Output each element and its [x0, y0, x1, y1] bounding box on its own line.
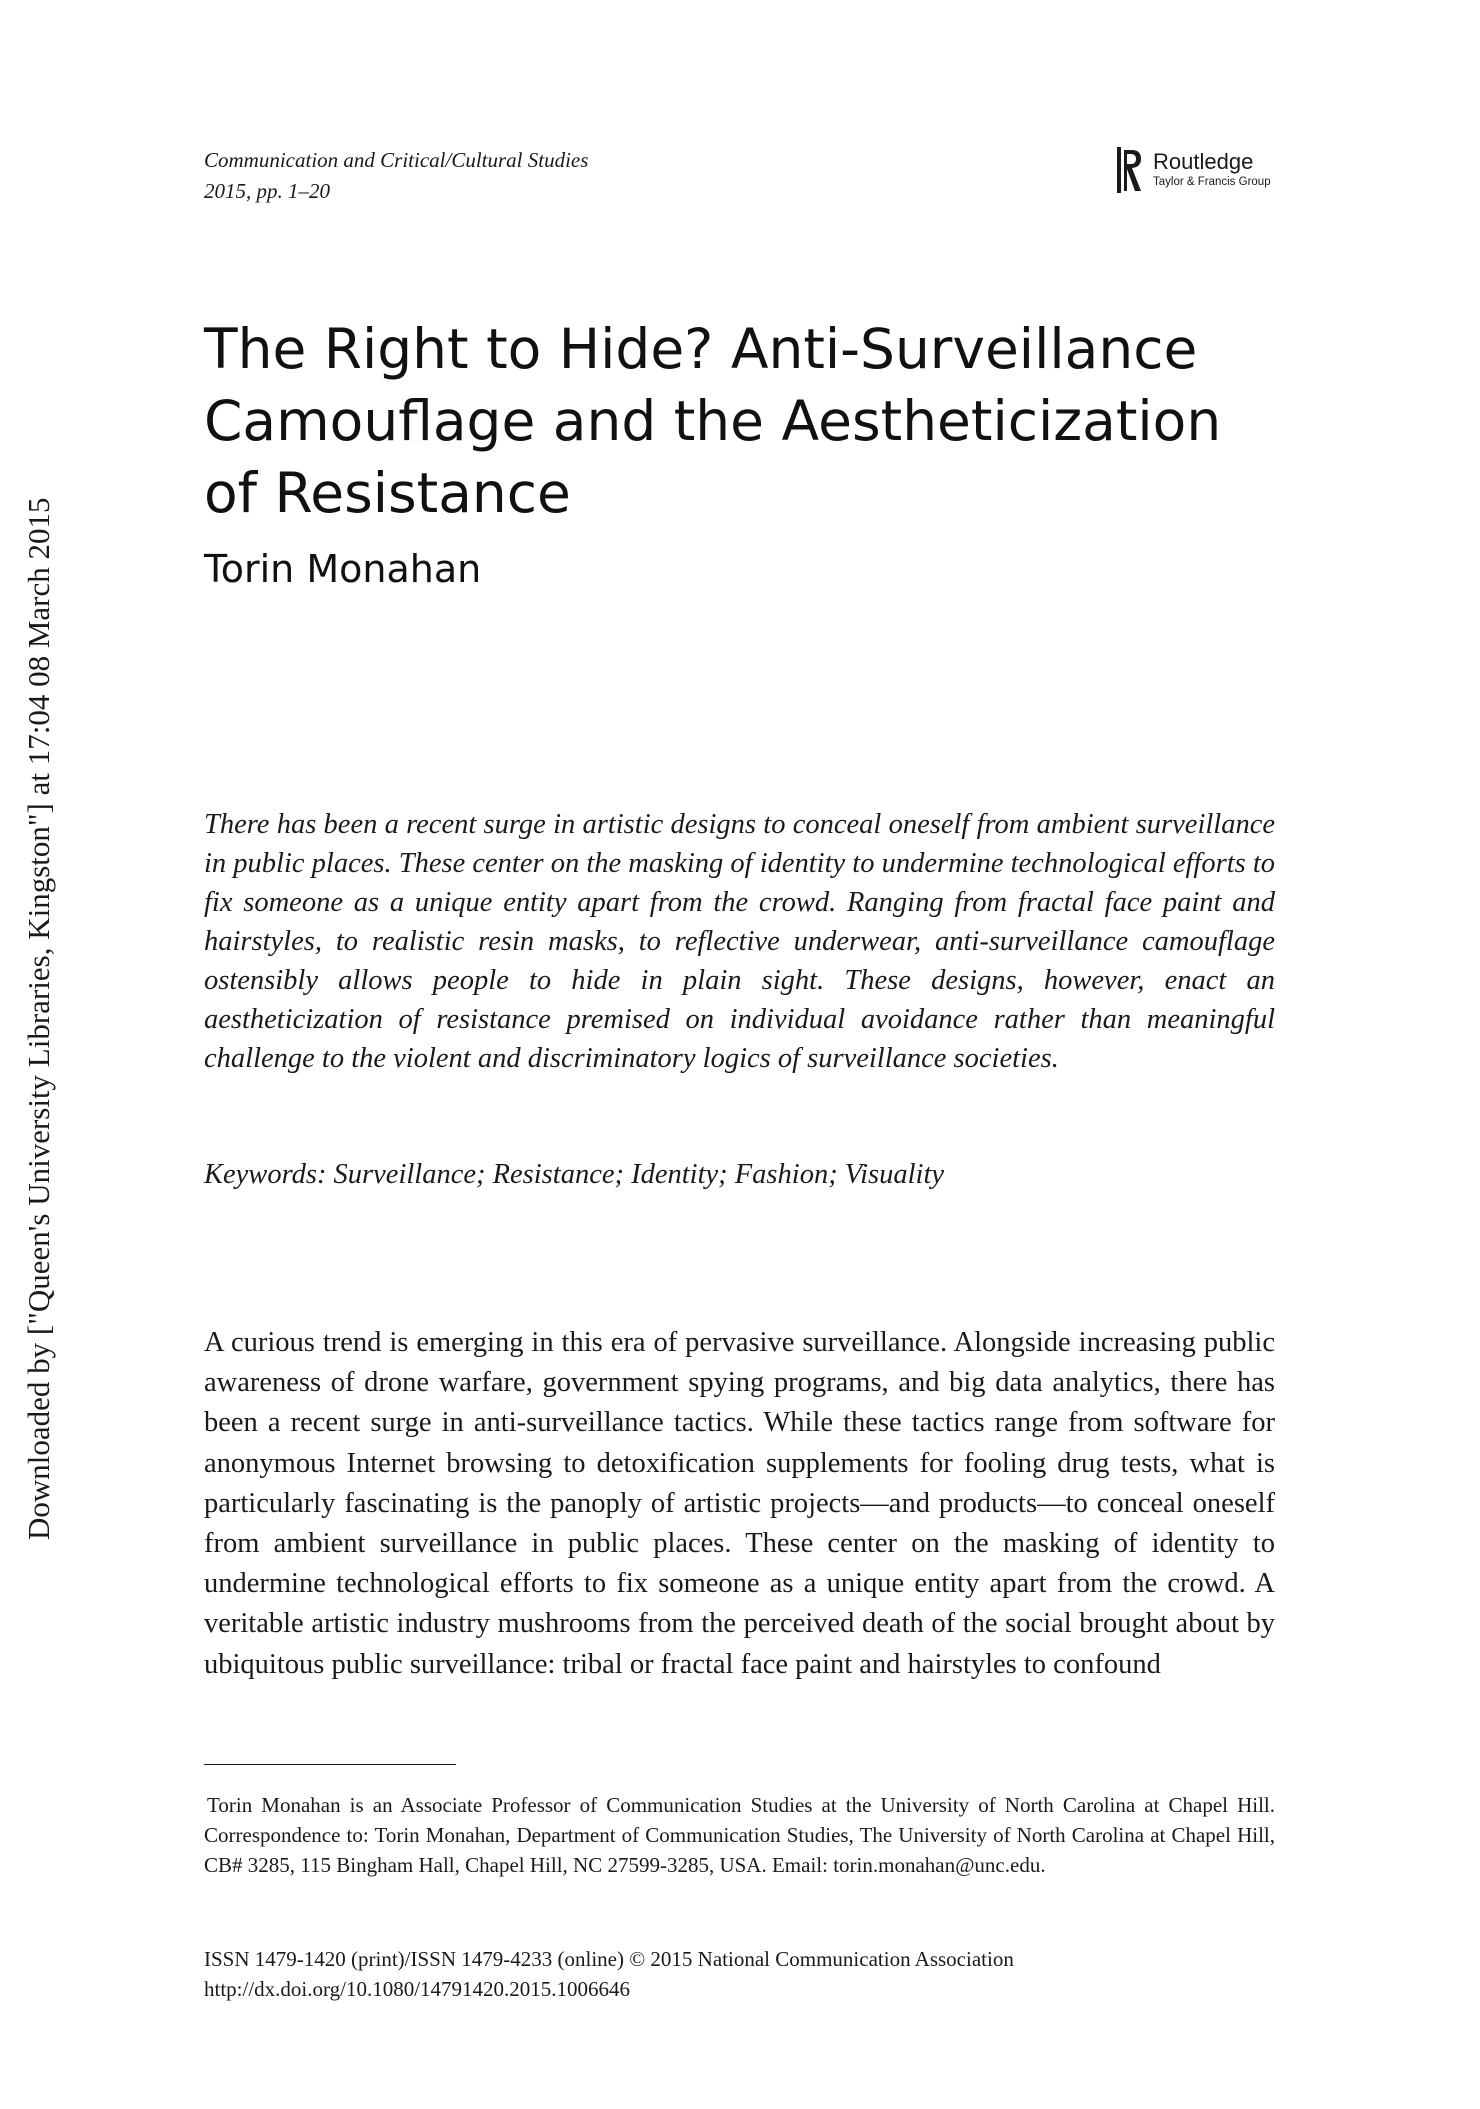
publication-info — [204, 1944, 1014, 2004]
journal-header — [204, 145, 588, 207]
journal-name: Communication and Critical/Cultural Studies — [204, 148, 589, 172]
keywords: Keywords: Surveillance; Resistance; Identity; Fashion; Visuality — [204, 1159, 945, 1190]
routledge-logo-icon — [1117, 147, 1143, 195]
publisher-name: Routledge — [1153, 149, 1254, 174]
author-footnote: Torin Monahan is an Associate Professor of Communication Studies at the University of North Carolina at Chapel Hill. Correspondence to: Torin Monahan, Department of Communication Studies, The University of North Carolina at Chapel Hill, CB# 3285, 115 Bingham Hall, Chapel Hill, NC 27599-3285, USA. Email: torin.monahan@unc.edu. — [204, 1793, 1275, 1877]
article-author: Torin Monahan — [204, 547, 482, 591]
issn-line: ISSN 1479-1420 (print)/ISSN 1479-4233 (online) © 2015 National Communication Association — [204, 1947, 1014, 1971]
body-paragraph: A curious trend is emerging in this era of pervasive surveillance. Alongside increasing public awareness of drone warfare, government spying programs, and big data analytics, there has been a recent surge in anti-surveillance tactics. While these tactics range from software for anonymous Internet browsing to detoxification supplements for fooling drug tests, what is particularly fascinating is the panoply of artistic projects—and products—to conceal oneself from ambient surveillance in public places. These center on the masking of identity to undermine technological efforts to fix someone as a unique entity apart from the crowd. A veritable artistic industry mushrooms from the perceived death of the social brought about by ubiquitous public surveillance: tribal or fractal face paint and hairstyles to confound — [204, 1327, 1275, 1680]
abstract: There has been a recent surge in artistic designs to conceal oneself from ambient surveillance in public places. These center on the masking of identity to undermine technological efforts to fix someone as a unique entity apart from the crowd. Ranging from fractal face paint and hairstyles, to realistic resin masks, to reflective underwear, anti-surveillance camouflage ostensibly allows people to hide in plain sight. These designs, however, enact an aestheticization of resistance premised on individual avoidance rather than meaningful challenge to the violent and discriminatory logics of surveillance societies. — [204, 809, 1275, 1074]
publisher-logo — [1117, 147, 1277, 197]
footnote-divider — [204, 1764, 456, 1765]
download-stamp: Downloaded by ["Queen's University Libraries, Kingston"] at 17:04 08 March 2015 — [21, 497, 56, 1540]
journal-issue: 2015, pp. 1–20 — [204, 179, 330, 203]
doi-link[interactable]: http://dx.doi.org/10.1080/14791420.2015.1006646 — [204, 1977, 631, 2001]
publisher-group: Taylor & Francis Group — [1153, 176, 1271, 188]
article-title: The Right to Hide? Anti-Surveillance Camouflage and the Aestheticization of Resistance — [204, 317, 1222, 525]
